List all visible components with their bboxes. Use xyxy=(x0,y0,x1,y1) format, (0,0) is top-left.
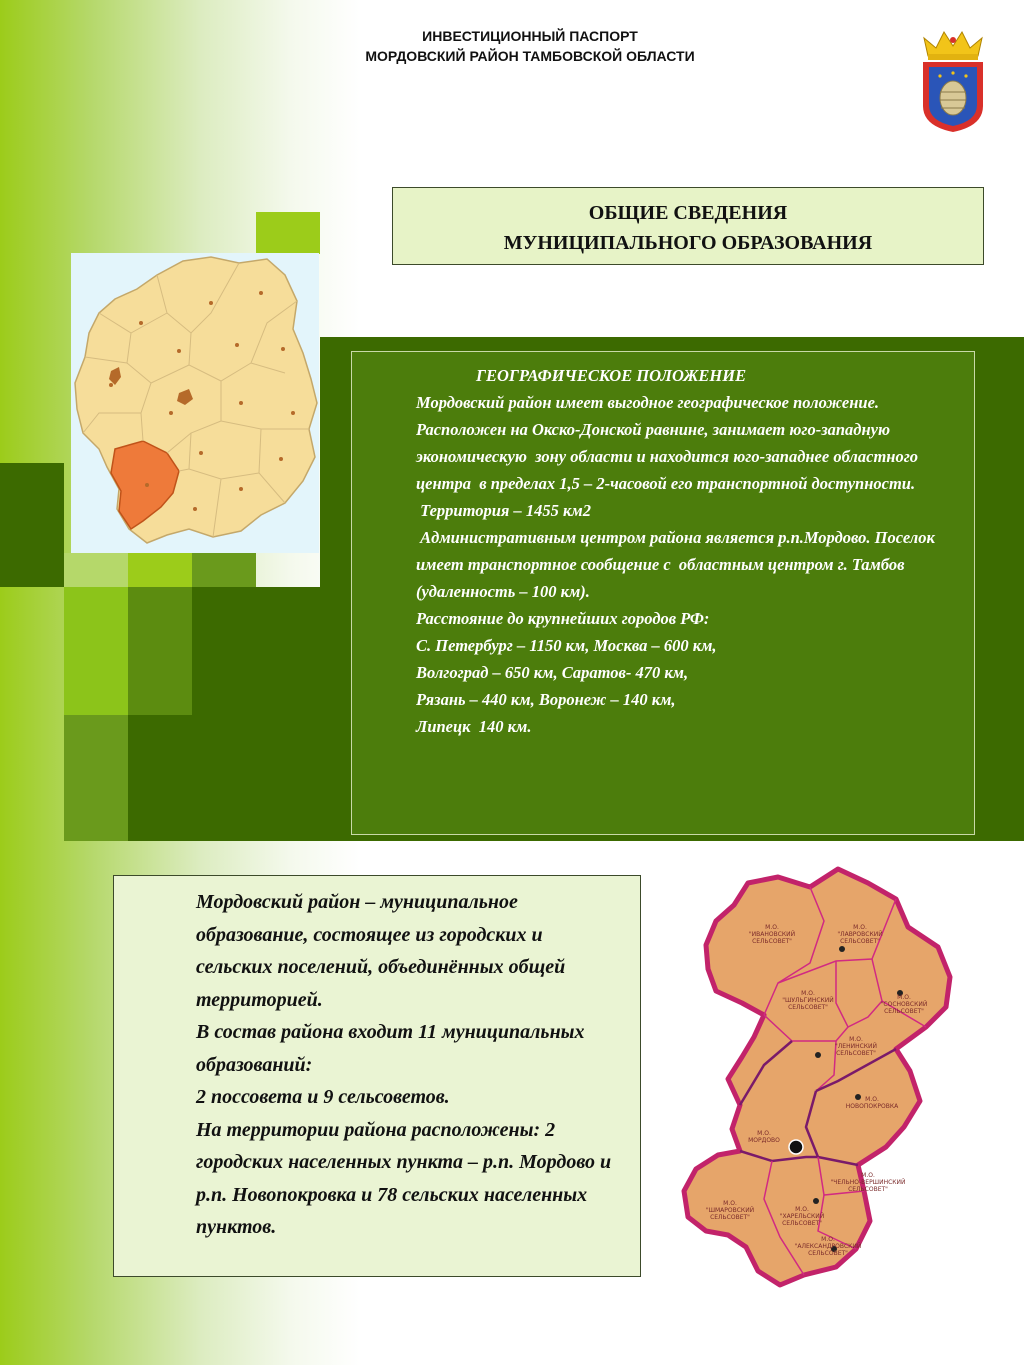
geo-distance-line: С. Петербург – 1150 км, Москва – 600 км, xyxy=(416,636,717,655)
municipal-info-box xyxy=(113,875,641,1277)
deco-square xyxy=(192,587,320,841)
district-label: М.О. "ШМАРОВСКИЙ СЕЛЬСОВЕТ" xyxy=(705,1200,755,1221)
header-line-1: ИНВЕСТИЦИОННЫЙ ПАСПОРТ xyxy=(422,28,638,44)
geo-distances-heading: Расстояние до крупнейших городов РФ: xyxy=(416,609,710,628)
deco-square xyxy=(192,553,256,587)
section-title-line-2: МУНИЦИПАЛЬНОГО ОБРАЗОВАНИЯ xyxy=(503,232,873,254)
settlement-marker xyxy=(815,1052,821,1058)
deco-square xyxy=(64,553,128,587)
geo-distance-line: Рязань – 440 км, Воронеж – 140 км, xyxy=(416,690,676,709)
deco-square xyxy=(64,715,128,841)
settlement-marker xyxy=(855,1094,861,1100)
region-map xyxy=(71,253,319,553)
settlement-marker xyxy=(839,946,845,952)
info-paragraph: 2 поссовета и 9 сельсоветов. xyxy=(196,1086,450,1108)
geo-distance-line: Липецк 140 км. xyxy=(416,717,532,736)
info-paragraph: В состав района входит 11 муниципальных образований: xyxy=(196,1021,585,1076)
district-label: М.О. "СОСНОВСКИЙ СЕЛЬСОВЕТ" xyxy=(880,994,928,1015)
deco-square xyxy=(0,463,64,587)
deco-square xyxy=(128,553,192,587)
document-header xyxy=(260,26,800,66)
geo-territory: Территория – 1455 км2 xyxy=(416,501,591,520)
mordovo-center-marker xyxy=(789,1140,803,1154)
district-label: М.О. "АЛЕКСАНДРОВСКИЙ СЕЛЬСОВЕТ" xyxy=(794,1236,862,1257)
district-label: М.О. "ИВАНОВСКИЙ СЕЛЬСОВЕТ" xyxy=(748,924,796,945)
district-label: М.О. "ШУЛЬГИНСКИЙ СЕЛЬСОВЕТ" xyxy=(782,990,834,1011)
section-title-line-1: ОБЩИЕ СВЕДЕНИЯ xyxy=(588,202,788,224)
deco-square xyxy=(256,212,320,254)
deco-square xyxy=(128,715,192,841)
district-label: М.О. НОВОПОКРОВКА xyxy=(845,1096,899,1110)
section-title-box xyxy=(392,187,984,265)
coat-of-arms-emblem xyxy=(918,26,988,134)
info-paragraph: Мордовский район – муниципальное образование, состоящее из городских и сельских поселений, объединённых общей территорией. xyxy=(196,891,566,1011)
deco-square xyxy=(128,587,192,715)
district-map xyxy=(668,865,960,1295)
geographic-position-panel xyxy=(351,351,975,835)
geo-admin-center: Административным центром района является р.п.Мордово. Поселок имеет транспортное сообщение с областным центром г. Тамбов (удаленность – 100 км). xyxy=(416,528,939,601)
deco-square xyxy=(64,587,128,715)
settlement-marker xyxy=(813,1198,819,1204)
district-label: М.О. МОРДОВО xyxy=(748,1130,780,1144)
geo-paragraph: Мордовский район имеет выгодное географическое положение. Расположен на Окско-Донской равнине, занимает юго-западную экономическую зону области и находится юго-западнее областного центра в пределах 1,5 – 2-часовой его транспортной доступности. xyxy=(416,393,923,493)
district-label: М.О. "ЛЕНИНСКИЙ СЕЛЬСОВЕТ" xyxy=(835,1036,877,1057)
region-map-graphic xyxy=(71,253,319,553)
info-paragraph: На территории района расположены: 2 городских населенных пункта – р.п. Мордово и р.п. Новопокровка и 78 сельских населенных пунктов. xyxy=(196,1118,612,1238)
header-line-2: МОРДОВСКИЙ РАЙОН ТАМБОВСКОЙ ОБЛАСТИ xyxy=(365,48,695,64)
geo-heading: ГЕОГРАФИЧЕСКОЕ ПОЛОЖЕНИЕ xyxy=(476,366,747,385)
district-label: М.О. "ХАРЕЛЬСКИЙ СЕЛЬСОВЕТ" xyxy=(779,1206,825,1227)
district-label: М.О. "ЛАВРОВСКИЙ СЕЛЬСОВЕТ" xyxy=(837,924,883,945)
geo-distance-line: Волгоград – 650 км, Саратов- 470 км, xyxy=(416,663,689,682)
district-label: М.О. "ЧЕЛЬНО-ВЕРШИНСКИЙ СЕЛЬСОВЕТ" xyxy=(830,1172,906,1193)
